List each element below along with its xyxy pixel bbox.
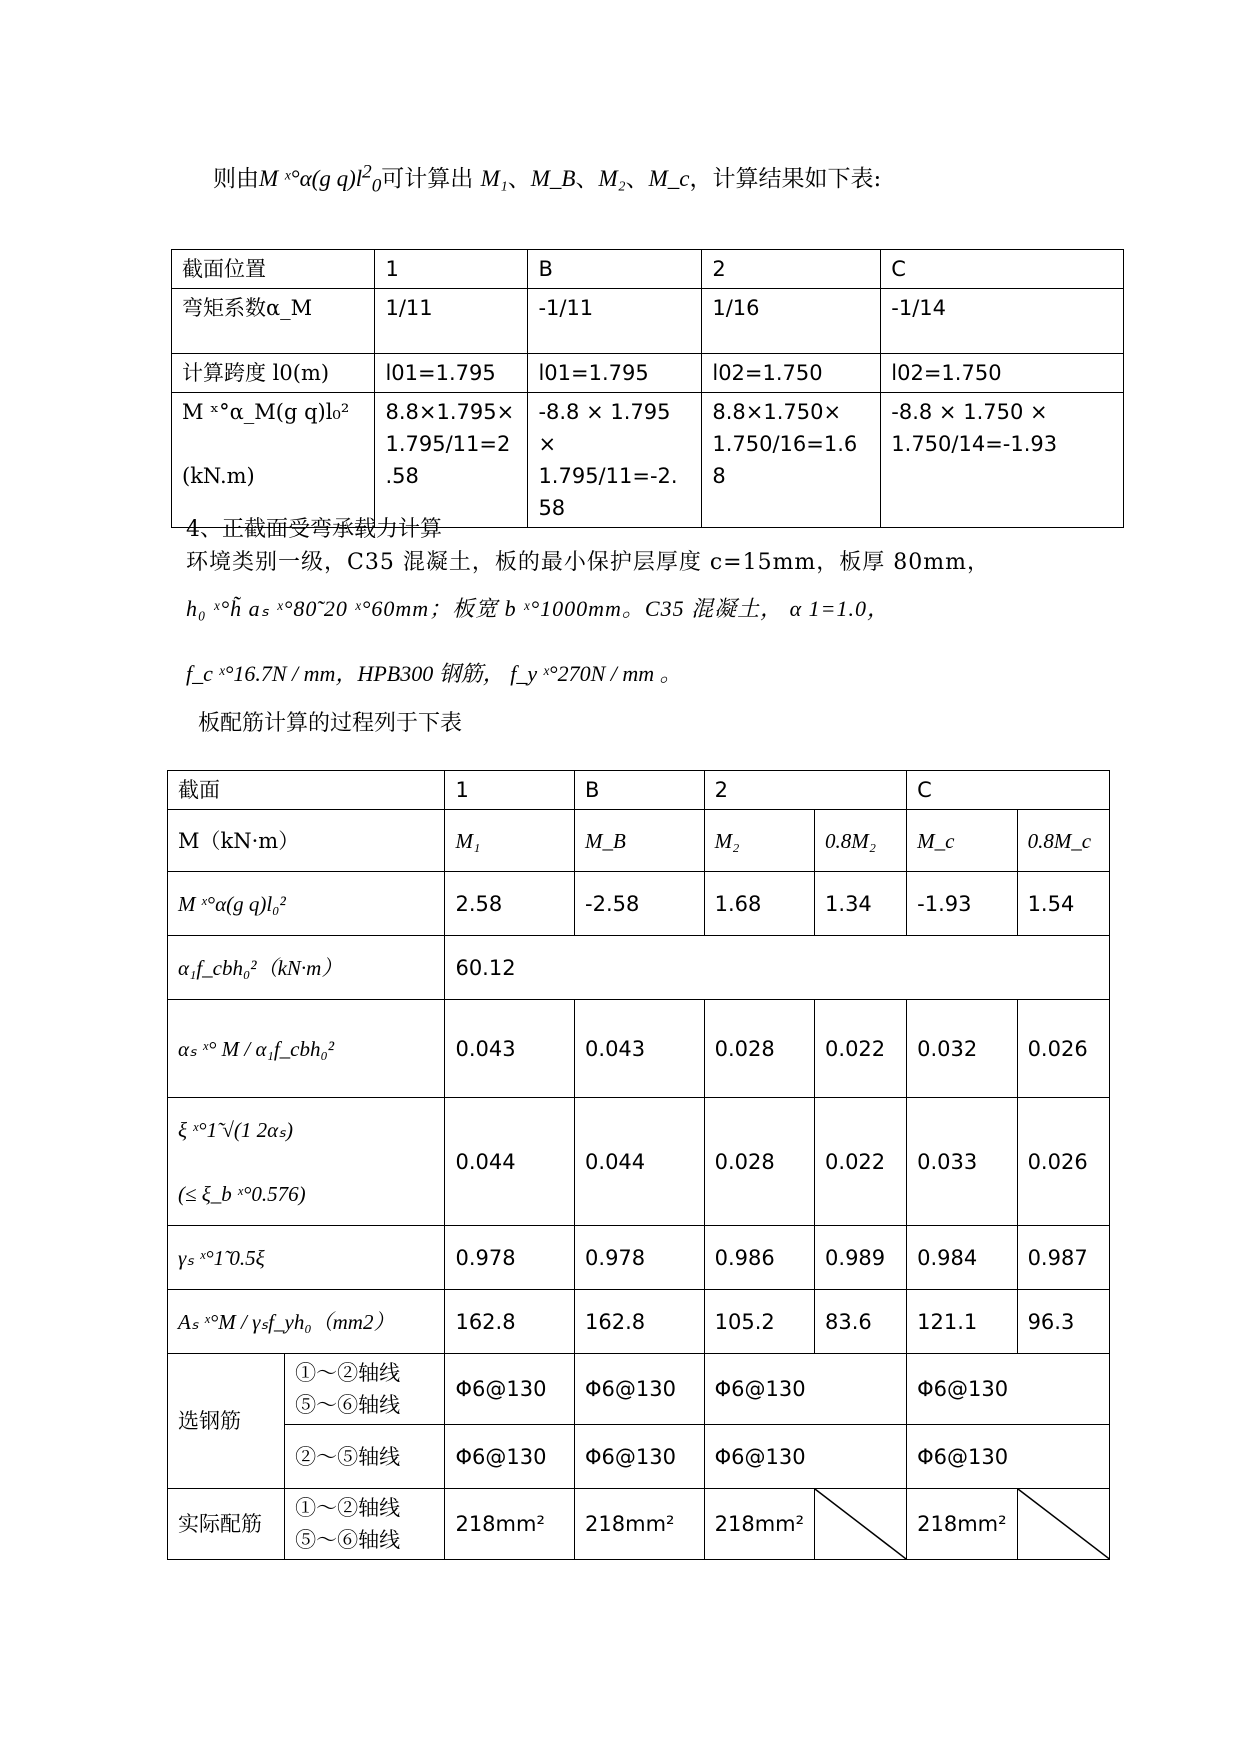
axis-label: ②～⑤轴线	[285, 1425, 445, 1489]
table-cell: 0.984	[907, 1226, 1017, 1290]
axis-label: ①～②轴线 ⑤～⑥轴线	[285, 1489, 445, 1560]
table-cell: 1.54	[1017, 872, 1109, 936]
table-cell: 2.58	[445, 872, 575, 936]
table-cell: 0.978	[445, 1226, 575, 1290]
table-row	[168, 936, 1110, 1000]
row-label: ξ ˣ°1̃ √(1 2αₛ) (≤ ξ_b ˣ°0.576)	[168, 1098, 445, 1226]
table-row	[168, 1290, 1110, 1354]
table-cell: 96.3	[1017, 1290, 1109, 1354]
row-label: Aₛ ˣ°M / γₛf_yh₀（mm2）	[168, 1290, 445, 1354]
table-cell: 0.026	[1017, 1000, 1109, 1098]
intro-sentence: 则由M ˣ°α(g $q)l^2_0$可计算出 M₁、M_B、M₂、M_c，计算结果如下表:	[213, 161, 882, 197]
table-row	[168, 1098, 1110, 1226]
column-header: 截面	[168, 771, 445, 810]
table-cell: C	[881, 250, 1124, 289]
table-cell: 0.026	[1017, 1098, 1109, 1226]
row-label: 选钢筋	[168, 1354, 285, 1489]
moment-table	[171, 249, 1124, 528]
table-cell: 121.1	[907, 1290, 1017, 1354]
table-row	[172, 393, 1124, 528]
table-cell: 0.032	[907, 1000, 1017, 1098]
table-cell: 0.022	[815, 1098, 907, 1226]
column-header: 1	[445, 771, 575, 810]
table-cell: B	[528, 250, 702, 289]
area-value: 218mm²	[445, 1489, 575, 1560]
table-cell: 8.8×1.795× 1.795/11=2 .58	[375, 393, 528, 528]
table-cell: 8.8×1.750× 1.750/16=1.6 8	[702, 393, 881, 528]
table-cell: -1.93	[907, 872, 1017, 936]
table-row	[168, 771, 1110, 810]
row-label: γₛ ˣ°1̃ 0.5ξ	[168, 1226, 445, 1290]
intro-item: M_c	[648, 166, 690, 191]
empty-cell	[815, 1489, 907, 1560]
table-cell: 0.043	[445, 1000, 575, 1098]
empty-cell	[1017, 1489, 1109, 1560]
section-line: 板配筋计算的过程列于下表	[198, 711, 463, 736]
table-cell: M₁	[445, 810, 575, 872]
table-cell: 0.043	[575, 1000, 705, 1098]
table-cell: 162.8	[445, 1290, 575, 1354]
table-cell: -2.58	[575, 872, 705, 936]
table-cell: 83.6	[815, 1290, 907, 1354]
table-row	[168, 1226, 1110, 1290]
area-value: 218mm²	[907, 1489, 1017, 1560]
table-cell: 162.8	[575, 1290, 705, 1354]
table-cell: M_c	[907, 810, 1017, 872]
table-cell: M_B	[575, 810, 705, 872]
section-line: 环境类别一级，C35 混凝土，板的最小保护层厚度 c=15mm，板厚 80mm，	[186, 550, 990, 575]
row-label: M ˣ°α(g q)l₀²	[168, 872, 445, 936]
rebar-spec: Φ6@130	[704, 1425, 907, 1489]
section-line: f_c ˣ°16.7N / mm，HPB300 钢筋， f_y ˣ°270N / mm 。	[186, 661, 682, 686]
table-cell: 60.12	[445, 936, 1110, 1000]
table-cell: l02=1.750	[702, 354, 881, 393]
table-cell: 0.022	[815, 1000, 907, 1098]
reinforcement-table	[167, 770, 1110, 1560]
axis-label: ①～②轴线 ⑤～⑥轴线	[285, 1354, 445, 1425]
diagonal-slash	[815, 1489, 906, 1559]
intro-middle: 可计算出	[381, 166, 474, 192]
rebar-spec: Φ6@130	[704, 1354, 907, 1425]
table-cell: l01=1.795	[375, 354, 528, 393]
row-label: 弯矩系数α_M	[172, 289, 375, 354]
diagonal-slash	[1018, 1489, 1109, 1559]
table-cell: 0.028	[704, 1098, 814, 1226]
table-cell: 0.986	[704, 1226, 814, 1290]
table-cell: -8.8 × 1.750 × 1.750/14=-1.93	[881, 393, 1124, 528]
column-header: 2	[704, 771, 907, 810]
table-row	[172, 354, 1124, 393]
column-header: B	[575, 771, 705, 810]
row-label: αₛ ˣ° M / α₁f_cbh₀²	[168, 1000, 445, 1098]
intro-item: M₁	[480, 166, 508, 191]
row-label: M ˣ°α_M(g q)l₀² (kN.m)	[172, 393, 375, 528]
table-row	[168, 1489, 1110, 1560]
table-cell: -8.8 × 1.795 × 1.795/11=-2. 58	[528, 393, 702, 528]
area-value: 218mm²	[575, 1489, 705, 1560]
table-cell: 2	[702, 250, 881, 289]
intro-item: M₂	[598, 166, 626, 191]
intro-item: M_B	[530, 166, 576, 191]
table-cell: 105.2	[704, 1290, 814, 1354]
intro-formula-sub: 0	[371, 175, 382, 197]
rebar-spec: Φ6@130	[575, 1425, 705, 1489]
table-cell: -1/14	[881, 289, 1124, 354]
area-value: 218mm²	[704, 1489, 814, 1560]
column-header: C	[907, 771, 1110, 810]
rebar-spec: Φ6@130	[575, 1354, 705, 1425]
table-row	[168, 810, 1110, 872]
table-cell: 1.34	[815, 872, 907, 936]
row-label: 计算跨度 l0(m)	[172, 354, 375, 393]
intro-formula: M ˣ°α(g q)l	[259, 166, 363, 191]
table-cell: 0.987	[1017, 1226, 1109, 1290]
table-cell: 1.68	[704, 872, 814, 936]
rebar-spec: Φ6@130	[907, 1425, 1110, 1489]
section-heading: 4、正截面受弯承载力计算	[186, 517, 442, 542]
table-cell: 0.8M_c	[1017, 810, 1109, 872]
table-cell: 0.044	[575, 1098, 705, 1226]
rebar-spec: Φ6@130	[445, 1354, 575, 1425]
table-row	[172, 250, 1124, 289]
table-row	[172, 289, 1124, 354]
table-cell: 0.033	[907, 1098, 1017, 1226]
table-row	[168, 1425, 1110, 1489]
table-cell: l02=1.750	[881, 354, 1124, 393]
row-label: M（kN·m）	[168, 810, 445, 872]
rebar-spec: Φ6@130	[445, 1425, 575, 1489]
row-label: 实际配筋	[168, 1489, 285, 1560]
table-row	[168, 1000, 1110, 1098]
table-cell: 1	[375, 250, 528, 289]
table-cell: 0.978	[575, 1226, 705, 1290]
row-label: α₁f_cbh₀²（kN·m）	[168, 936, 445, 1000]
table-cell: M₂	[704, 810, 814, 872]
table-cell: -1/11	[528, 289, 702, 354]
section-line: h₀ ˣ°h̃ aₛ ˣ°80̃ 20 ˣ°60mm；板宽 b ˣ°1000mm。C35 混凝土， α 1=1.0，	[186, 596, 891, 621]
table-cell: 0.989	[815, 1226, 907, 1290]
table-row	[168, 872, 1110, 936]
table-cell: 1/11	[375, 289, 528, 354]
rebar-spec: Φ6@130	[907, 1354, 1110, 1425]
table-cell: l01=1.795	[528, 354, 702, 393]
intro-prefix: 则由	[213, 166, 259, 192]
intro-suffix: ，计算结果如下表:	[689, 166, 882, 192]
table-row	[168, 1354, 1110, 1425]
table-cell: 0.028	[704, 1000, 814, 1098]
table-cell: 1/16	[702, 289, 881, 354]
table-cell: 0.8M₂	[815, 810, 907, 872]
row-label: 截面位置	[172, 250, 375, 289]
intro-formula-sup: 2	[362, 161, 372, 183]
table-cell: 0.044	[445, 1098, 575, 1226]
